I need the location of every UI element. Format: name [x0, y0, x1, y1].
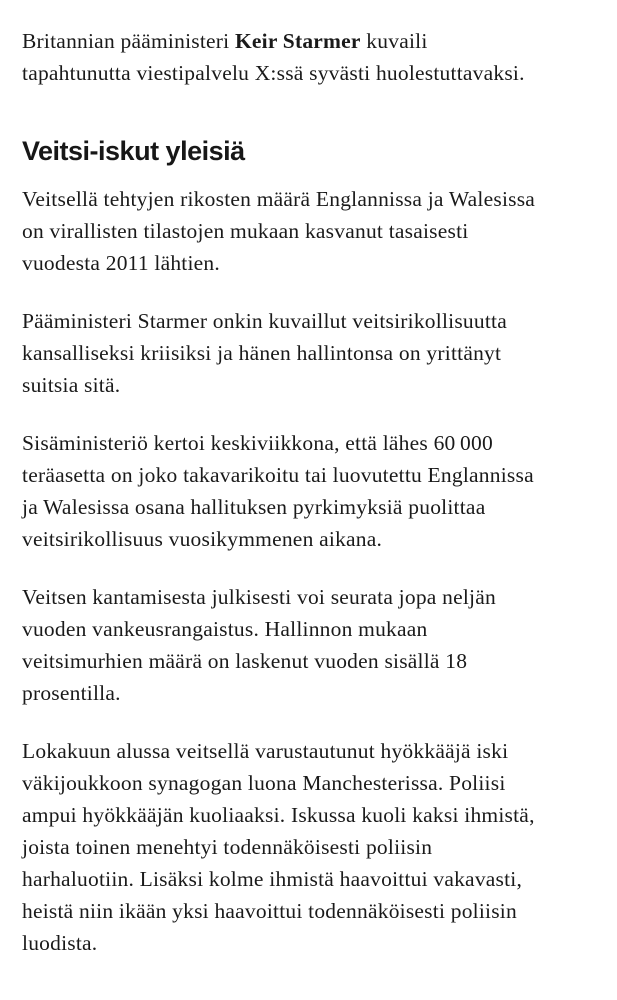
- lead-text-after: kuvaili tapahtunutta viestipalvelu X:ssä syvästi huolestuttavaksi.: [22, 29, 525, 85]
- article-paragraph: Pääministeri Starmer onkin kuvaillut veitsirikollisuutta kansalliseksi kriisiksi ja hänen hallintonsa on yrittänyt suitsia sitä.: [22, 309, 507, 397]
- section-heading: Veitsi-iskut yleisiä: [22, 136, 245, 166]
- person-name-bold: Keir Starmer: [234, 29, 361, 53]
- article-paragraph: Veitsellä tehtyjen rikosten määrä Englannissa ja Walesissa on virallisten tilastojen mukaan kasvanut tasaisesti vuodesta 2011 lähtien.: [22, 187, 536, 275]
- lead-text-before: Britannian pääministeri: [22, 29, 235, 53]
- lead-paragraph: [22, 25, 537, 89]
- article-paragraph: Veitsen kantamisesta julkisesti voi seurata jopa neljän vuoden vankeusrangaistus. Hallinnon mukaan veitsimurhien määrä on laskenut vuoden sisällä 18 prosentilla.: [22, 585, 496, 705]
- article-paragraph: Sisäministeriö kertoi keskiviikkona, että lähes 60 000 teräasetta on joko takavarikoitu tai luovutettu Englannissa ja Walesissa osana hallituksen pyrkimyksiä puolittaa veitsirikollisuus vuosikymmenen aikana.: [22, 431, 534, 551]
- article-body: [22, 25, 595, 959]
- article-paragraph: Lokakuun alussa veitsellä varustautunut hyökkääjä iski väkijoukkoon synagogan luona Manchesterissa. Poliisi ampui hyökkääjän kuoliaaksi. Iskussa kuoli kaksi ihmistä, joista toinen menehtyi todennäköisesti poliisin harhaluotiin. Lisäksi kolme ihmistä haavoittui vakavasti, heistä niin ikään yksi haavoittui todennäköisesti poliisin luodista.: [22, 739, 535, 955]
